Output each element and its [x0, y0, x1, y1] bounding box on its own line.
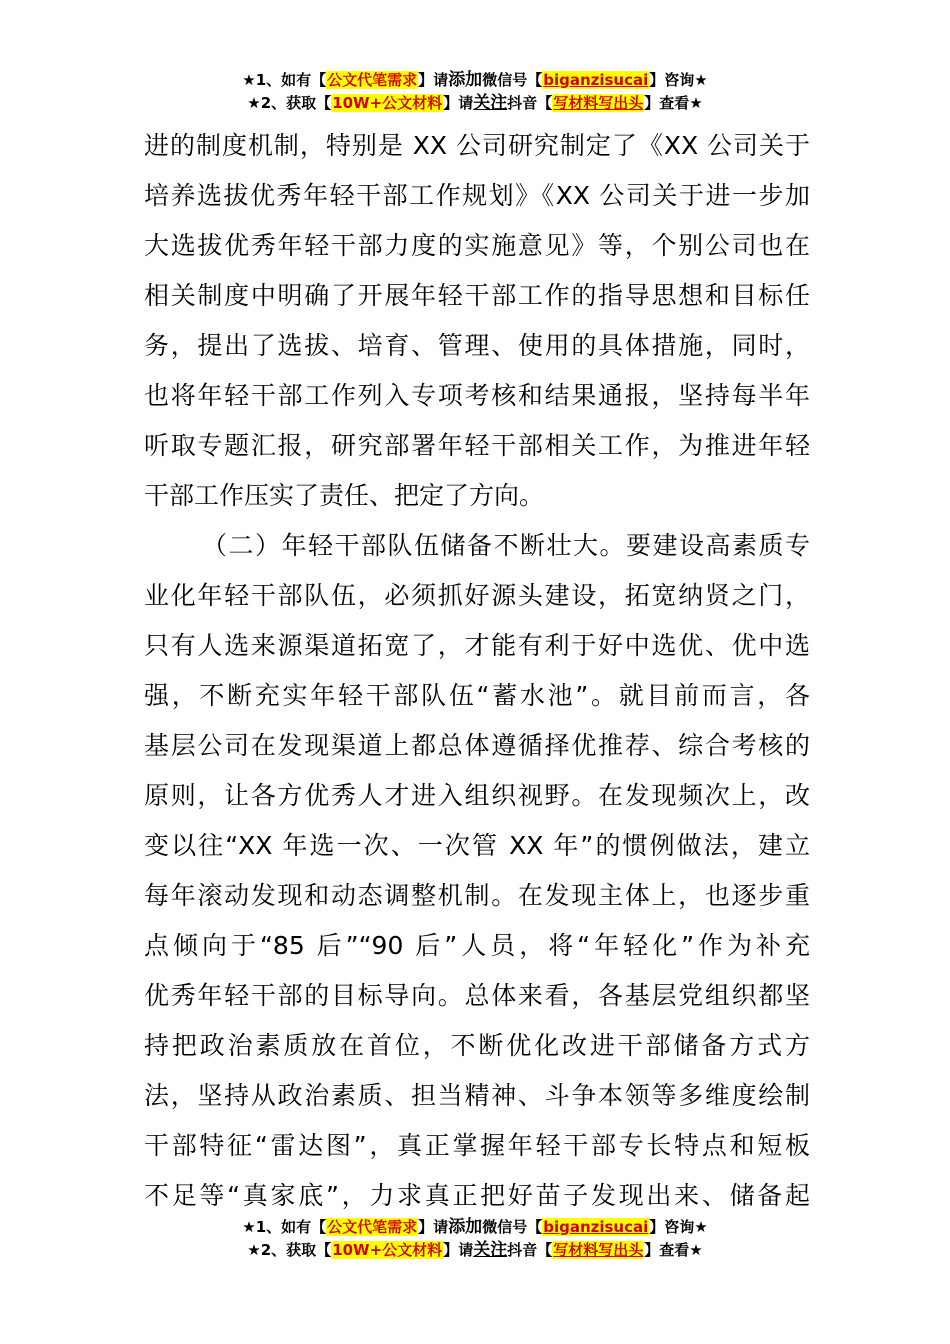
banner-text: 】请: [443, 1241, 474, 1259]
document-body: [144, 121, 810, 1221]
banner-text: 】查看★: [644, 1241, 703, 1259]
banner-line-2: [0, 92, 950, 115]
body-line: 不足等“真家底”，力求真正把好苗子发现出来、储备起: [144, 1181, 810, 1210]
banner-text: ★2、获取【: [247, 94, 332, 112]
body-line: 强，不断充实年轻干部队伍“蓄水池”。就目前而言，各: [144, 681, 810, 710]
banner-text: 】请: [418, 71, 449, 89]
wechat-id-link[interactable]: biganzisucai: [543, 71, 649, 89]
banner-text: 】请: [418, 1218, 449, 1236]
highlight-service: 公文代笔需求: [327, 71, 418, 89]
body-line: 原则，让各方优秀人才进入组织视野。在发现频次上，改: [144, 781, 810, 810]
banner-text: 微信号【: [482, 71, 543, 89]
body-line-paragraph-end: 干部工作压实了责任、把定了方向。: [144, 481, 545, 510]
banner-line-1: [0, 1216, 950, 1239]
banner-text: 微信号【: [482, 1218, 543, 1236]
banner-text: 】请: [443, 94, 474, 112]
body-line: 干部特征“雷达图”，真正掌握年轻干部专长特点和短板: [144, 1131, 810, 1160]
banner-text: 】查看★: [644, 94, 703, 112]
body-line: 基层公司在发现渠道上都总体遵循择优推荐、综合考核的: [144, 731, 810, 760]
banner-emphasis: 关注: [473, 1240, 508, 1260]
body-line: 进的制度机制，特别是 XX 公司研究制定了《XX 公司关于: [144, 131, 810, 160]
body-line: 相关制度中明确了开展年轻干部工作的指导思想和目标任: [144, 281, 810, 310]
highlight-materials: 10W+公文材料: [332, 1241, 443, 1259]
douyin-account-link[interactable]: 写材料写出头: [553, 1241, 644, 1259]
highlight-service: 公文代笔需求: [327, 1218, 418, 1236]
banner-text: 抖音【: [507, 1241, 553, 1259]
body-line: 大选拔优秀年轻干部力度的实施意见》等，个别公司也在: [144, 231, 810, 260]
highlight-materials: 10W+公文材料: [332, 94, 443, 112]
body-line: 务，提出了选拔、培育、管理、使用的具体措施，同时，: [144, 331, 810, 360]
body-line: 听取专题汇报，研究部署年轻干部相关工作，为推进年轻: [144, 431, 810, 460]
body-line: 也将年轻干部工作列入专项考核和结果通报，坚持每半年: [144, 381, 810, 410]
banner-text: ★1、如有【: [242, 1218, 327, 1236]
body-line: 变以往“XX 年选一次、一次管 XX 年”的惯例做法，建立: [144, 831, 810, 860]
body-line: 每年滚动发现和动态调整机制。在发现主体上，也逐步重: [144, 881, 810, 910]
body-line: 业化年轻干部队伍，必须抓好源头建设，拓宽纳贤之门，: [144, 581, 810, 610]
wechat-id-link[interactable]: biganzisucai: [543, 1218, 649, 1236]
body-line: 持把政治素质放在首位，不断优化改进干部储备方式方: [144, 1031, 810, 1060]
banner-text: ★1、如有【: [242, 71, 327, 89]
banner-text: 】咨询★: [649, 1218, 708, 1236]
body-line: 点倾向于“85 后”“90 后”人员，将“年轻化”作为补充: [144, 931, 810, 960]
footer-banner: [0, 1216, 950, 1262]
header-banner: [0, 69, 950, 115]
banner-emphasis: 添加: [448, 70, 483, 90]
douyin-account-link[interactable]: 写材料写出头: [553, 94, 644, 112]
body-line: 培养选拔优秀年轻干部工作规划》《XX 公司关于进一步加: [144, 181, 810, 210]
banner-line-1: [0, 69, 950, 92]
banner-text: ★2、获取【: [247, 1241, 332, 1259]
banner-text: 抖音【: [507, 94, 553, 112]
body-line: 法，坚持从政治素质、担当精神、斗争本领等多维度绘制: [144, 1081, 810, 1110]
body-line: 优秀年轻干部的目标导向。总体来看，各基层党组织都坚: [144, 981, 810, 1010]
banner-emphasis: 关注: [473, 93, 508, 113]
banner-text: 】咨询★: [649, 71, 708, 89]
section-heading-line: （二）年轻干部队伍储备不断壮大。要建设高素质专: [202, 531, 810, 560]
body-line: 只有人选来源渠道拓宽了，才能有利于好中选优、优中选: [144, 631, 810, 660]
banner-emphasis: 添加: [448, 1217, 483, 1237]
banner-line-2: [0, 1239, 950, 1262]
